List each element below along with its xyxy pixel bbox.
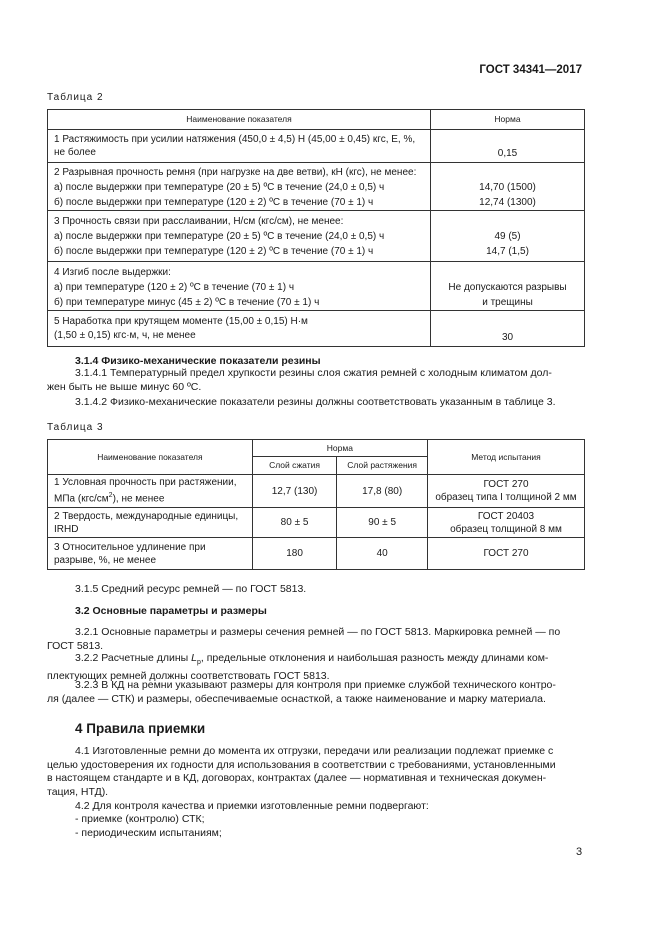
table2-cell-norm: 0,15 (431, 130, 585, 163)
table-row (48, 538, 585, 570)
table3-header-norm: Норма (252, 440, 427, 457)
list-item: - периодическим испытаниям; (75, 827, 222, 839)
paragraph-4-2: 4.2 Для контроля качества и приемки изготовленные ремни подвергают: (75, 800, 429, 812)
paragraph-3-1-5: 3.1.5 Средний ресурс ремней — по ГОСТ 5813. (75, 583, 307, 595)
table2-cell-name: 1 Растяжимость при усилии натяжения (450,0 ± 4,5) Н (45,00 ± 0,45) кгс, Е, %, не более (48, 130, 431, 163)
table2-cell-norm: 49 (5) 14,7 (1,5) (431, 211, 585, 262)
table2-cell-name: 3 Прочность связи при расслаивании, Н/см (кгс/см), не менее: а) после выдержки при температуре (20 ± 5) ºС в течение (24,0 ± 0,5) ч б) после выдержки при температуре (120 ± 2) ºС в течение (70 ± 1) ч (48, 211, 431, 262)
table-row (48, 211, 585, 262)
table3-cell-tension: 40 (337, 538, 428, 570)
table-row (48, 475, 585, 508)
table2 (47, 109, 585, 347)
table3-cell-tension: 90 ± 5 (337, 508, 428, 538)
table3-cell-method: ГОСТ 270 образец типа I толщиной 2 мм (427, 475, 584, 508)
table3-cell-compression: 180 (252, 538, 337, 570)
document-id: ГОСТ 34341—2017 (479, 64, 582, 76)
table3-cell-compression: 12,7 (130) (252, 475, 337, 508)
table-row (48, 508, 585, 538)
table-row (48, 163, 585, 211)
table2-header-norm: Норма (431, 110, 585, 130)
paragraph-3-2-2: 3.2.2 Расчетные длины $L_р$, предельные отклонения и наибольшая разность между длинами ком- плектующих ремней должны соответствовать ГОСТ 5813. (47, 652, 549, 682)
section-3-2-heading: 3.2 Основные параметры и размеры (75, 605, 267, 617)
table2-cell-name: 2 Разрывная прочность ремня (при нагрузке на две ветви), кН (кгс), не менее: а) после выдержки при температуре (20 ± 5) ºС в течение (24,0 ± 0,5) ч б) после выдержки при температуре (120 ± 2) ºС в течение (70 ± 1) ч (48, 163, 431, 211)
table3-caption: Таблица 3 (47, 422, 104, 433)
table-row (48, 262, 585, 311)
paragraph-4-1: 4.1 Изготовленные ремни до момента их отгрузки, передачи или реализации подлежат приемке с целью удостоверения их годности для использования в соответствии с требованиями, установленными в настоящем стандарте и в КД, договорах, контрактах (далее — нормативная и техническая докумен- тация, НТД). (47, 745, 556, 798)
table3-header-compression: Слой сжатия (252, 457, 337, 475)
page-number: 3 (576, 846, 583, 858)
section-4-heading: 4 Правила приемки (75, 721, 206, 736)
table-row (48, 130, 585, 163)
table3-cell-method: ГОСТ 270 (427, 538, 584, 570)
table2-cell-norm: 14,70 (1500) 12,74 (1300) (431, 163, 585, 211)
table3-cell-tension: 17,8 (80) (337, 475, 428, 508)
table2-cell-norm: 30 (431, 311, 585, 347)
table2-cell-name: 4 Изгиб после выдержки: а) при температуре (120 ± 2) ºС в течение (70 ± 1) ч б) при температуре минус (45 ± 2) ºС в течение (70 ± 1) ч (48, 262, 431, 311)
table3 (47, 439, 585, 570)
table-row (48, 311, 585, 347)
table3-cell-compression: 80 ± 5 (252, 508, 337, 538)
table2-cell-name: 5 Наработка при крутящем моменте (15,00 ± 0,15) Н·м (1,50 ± 0,15) кгс·м, ч, не менее (48, 311, 431, 347)
table2-caption: Таблица 2 (47, 92, 104, 103)
paragraph-3-1-4-1: 3.1.4.1 Температурный предел хрупкости резины слоя сжатия ремней с холодным климатом дол- жен быть не выше минус 60 ºС. (47, 367, 552, 393)
table3-cell-name: 2 Твердость, международные единицы, IRHD (48, 508, 253, 538)
table2-cell-norm: Не допускаются разрывы и трещины (431, 262, 585, 311)
list-item: - приемке (контролю) СТК; (75, 813, 205, 825)
table3-header-method: Метод испытания (427, 440, 584, 475)
table3-cell-method: ГОСТ 20403 образец толщиной 8 мм (427, 508, 584, 538)
section-3-1-4-heading: 3.1.4 Физико-механические показатели резины (75, 355, 321, 367)
paragraph-3-2-3: 3.2.3 В КД на ремни указывают размеры для контроля при приемке службой технического контро- ля (далее — СТК) и размеры, обеспечиваемые оснасткой, а также наименование и марку материала. (47, 679, 556, 705)
paragraph-3-1-4-2: 3.1.4.2 Физико-механические показатели резины должны соответствовать указанным в таблице 3. (75, 396, 556, 408)
table3-cell-name: 1 Условная прочность при растяжении, МПа $(кгс/см^2)$, не менее (48, 475, 253, 508)
table3-cell-name: 3 Относительное удлинение при разрыве, %, не менее (48, 538, 253, 570)
table3-header-name: Наименование показателя (48, 440, 253, 475)
table3-header-tension: Слой растяжения (337, 457, 428, 475)
table2-header-name: Наименование показателя (48, 110, 431, 130)
paragraph-3-2-1: 3.2.1 Основные параметры и размеры сечения ремней — по ГОСТ 5813. Маркировка ремней — по ГОСТ 5813. (47, 626, 561, 652)
